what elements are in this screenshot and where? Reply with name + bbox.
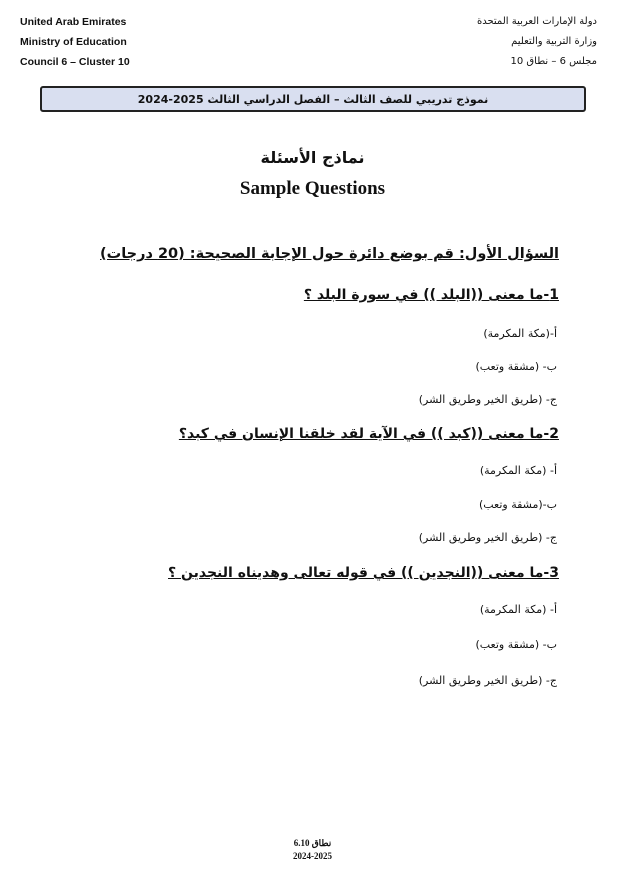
header-ministry-en: Ministry of Education [20,36,127,48]
header-arabic [477,12,597,72]
question-2-option-c: ج- (طريق الخير وطريق الشر) [418,531,557,544]
header-country-en: United Arab Emirates [20,16,127,28]
page-title-arabic: نماذج الأسئلة [260,148,365,167]
section-heading: السؤال الأول: قم بوضع دائرة حول الإجابة الصحيحة: (20 درجات) [100,246,559,262]
header-council-en: Council 6 – Cluster 10 [20,56,130,68]
header-country-ar: دولة الإمارات العربية المتحدة [476,16,597,27]
question-3-option-c: ج- (طريق الخير وطريق الشر) [418,674,557,687]
question-2-option-a: أ- (مكة المكرمة) [479,464,557,477]
exam-banner [40,86,586,112]
header-english [20,12,130,72]
footer-cluster: نطاق 6.10 [293,838,332,848]
question-1: 1-ما معنى ((البلد )) في سورة البلد ؟ [303,287,559,303]
question-3: 3-ما معنى ((النجدين )) في قوله تعالى وهديناه النجدين ؟ [168,565,559,581]
page-title-english: Sample Questions [239,178,386,199]
question-1-option-c: ج- (طريق الخير وطريق الشر) [418,393,557,406]
page-footer [0,837,625,863]
header-ministry-ar: وزارة التربية والتعليم [511,36,597,47]
question-3-option-a: أ- (مكة المكرمة) [479,603,557,616]
question-1-option-b: ب- (مشقة وتعب) [475,360,557,373]
exam-banner-text: نموذج تدريبي للصف الثالث – الفصل الدراسي الثالث 2025-2024 [137,92,489,106]
header-council-ar: مجلس 6 – نطاق 10 [510,56,597,67]
question-2-option-b: ب-(مشقة وتعب) [478,498,557,511]
footer-year: 2024-2025 [293,851,332,861]
question-2: 2-ما معنى ((كبد )) في الآية لقد خلقنا الإنسان في كبد؟ [178,426,559,442]
question-1-option-a: أ-(مكة المكرمة) [483,327,557,340]
question-3-option-b: ب- (مشقة وتعب) [475,638,557,651]
